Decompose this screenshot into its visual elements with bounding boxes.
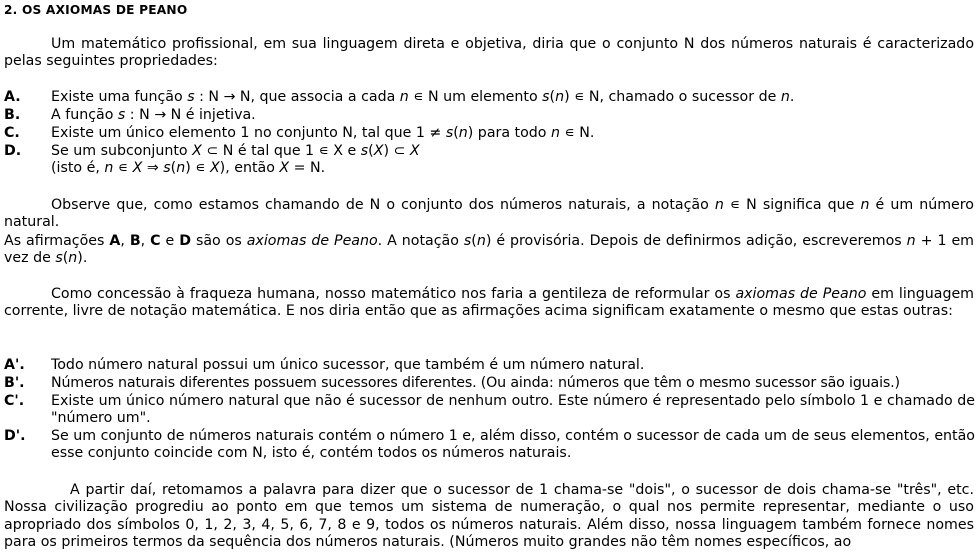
section-heading: 2. OS AXIOMAS DE PEANO xyxy=(4,3,188,17)
axiom-a xyxy=(4,89,975,106)
axiom-label: A. xyxy=(4,89,21,105)
axiom-label: B'. xyxy=(4,375,25,391)
axiom-label: D'. xyxy=(4,428,26,444)
axiom-a-prime xyxy=(4,357,975,374)
final-paragraph: A partir daí, retomamos a palavra para dizer que o sucessor de 1 chama-se "dois", o sucessor de dois chama-se "três", etc. Nossa civilização progrediu ao ponto em que temos um sistema de numeração, o qual nos permite representar, mediante o uso apropriado dos símbolos 0, 1, 2, 3, 4, 5, 6, 7, 8 e 9, todos os números naturais. Além disso, nossa linguagem também fornece nomes para os primeiros termos da sequência dos números naturais. (Números muito grandes não têm nomes específicos, ao xyxy=(4,482,974,551)
peano-note-paragraph: As afirmações A, B, C e D são os axiomas de Peano. A notação s(n) é provisória. Depois de definirmos adição, escreveremos n + 1 em vez de s(n). xyxy=(4,233,975,267)
axiom-d-prime xyxy=(4,428,975,463)
axiom-c xyxy=(4,125,975,142)
axiom-label: B. xyxy=(4,107,21,123)
axiom-text: Existe um único número natural que não é sucessor de nenhum outro. Este número é representado pelo símbolo 1 e chamado de "número um". xyxy=(51,393,975,427)
axiom-d-line-2: (isto é, n ∊ X ⇒ s(n) ∊ X), então X = N. xyxy=(51,160,326,177)
axiom-text: Se um conjunto de números naturais contém o número 1 e, além disso, contém o sucessor de cada um de seus elementos, então esse conjunto coincide com N, isto é, contém todos os números naturais. xyxy=(51,428,975,462)
axiom-label: C'. xyxy=(4,393,25,409)
axiom-text: A função s : N → N é injetiva. xyxy=(51,107,256,123)
axiom-c-prime xyxy=(4,393,975,428)
axiom-text: Existe um único elemento 1 no conjunto N, tal que 1 ≠ s(n) para todo n ∊ N. xyxy=(51,125,595,141)
axiom-text: Todo número natural possui um único sucessor, que também é um número natural. xyxy=(51,357,645,373)
concession-paragraph: Como concessão à fraqueza humana, nosso matemático nos faria a gentileza de reformular os axiomas de Peano em linguagem corrente, livre de notação matemática. E nos diria então que as afirmações acima significam exatamente o mesmo que estas outras: xyxy=(4,286,974,320)
axiom-label: C. xyxy=(4,125,20,141)
observe-paragraph: Observe que, como estamos chamando de N o conjunto dos números naturais, a notação n ∊ N significa que n é um número natural. xyxy=(4,197,974,231)
axiom-b-prime xyxy=(4,375,975,392)
axiom-label: A'. xyxy=(4,357,25,373)
axiom-d-line-1: Se um subconjunto X ⊂ N é tal que 1 ∊ X e s(X) ⊂ X xyxy=(51,143,420,159)
axiom-text: Números naturais diferentes possuem sucessores diferentes. (Ou ainda: números que têm o mesmo sucessor são iguais.) xyxy=(51,375,900,391)
axiom-label: D. xyxy=(4,143,22,159)
intro-paragraph: Um matemático profissional, em sua linguagem direta e objetiva, diria que o conjunto N dos números naturais é caracterizado pelas seguintes propriedades: xyxy=(4,36,974,70)
axiom-text xyxy=(51,143,975,178)
axiom-d xyxy=(4,143,975,178)
axiom-text: Existe uma função s : N → N, que associa a cada n ∊ N um elemento s(n) ∊ N, chamado o sucessor de n. xyxy=(51,89,795,105)
axiom-b xyxy=(4,107,975,124)
